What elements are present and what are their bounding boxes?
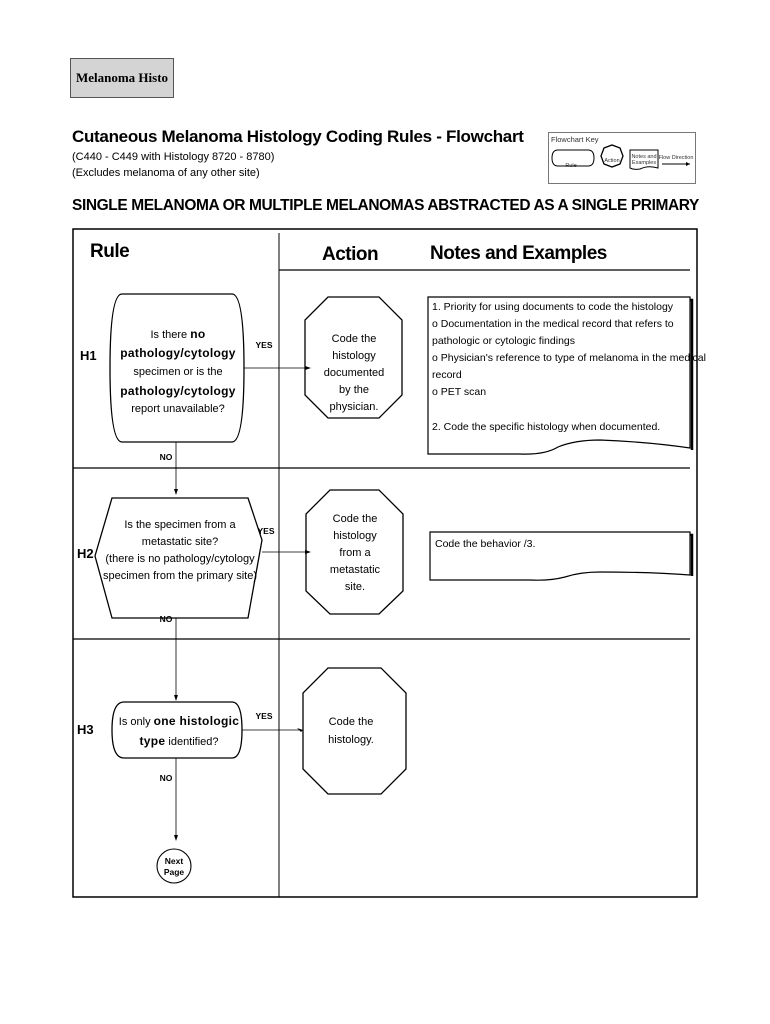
h1-action-line-4: by the (339, 384, 369, 396)
h2-yes-label: YES (257, 526, 275, 536)
h3-action-line-1: Code the (328, 716, 374, 728)
h1-note-line: 2. Code the specific histology when documented. (432, 421, 661, 433)
h1-action-line-3: documented (323, 367, 385, 379)
h3-label: H3 (77, 722, 94, 737)
h2-action-line-5: site. (344, 581, 366, 593)
key-notes-label-2: Examples (631, 160, 657, 166)
h1-note-line: pathologic or cytologic findings (432, 335, 576, 347)
key-flow-label: Flow Direction (658, 155, 694, 161)
h3-question-line-2: type identified? (139, 734, 219, 748)
column-header-action: Action (322, 244, 379, 265)
next-page-label-2[interactable]: Page (163, 867, 185, 877)
h1-action-line-5: physician. (329, 401, 379, 413)
key-action-label: Action (604, 158, 620, 164)
h1-label: H1 (80, 348, 97, 363)
h1-note-line: 1. Priority for using documents to code the histology (432, 301, 674, 313)
key-rule-label: Rule (565, 163, 577, 169)
h3-yes-label: YES (255, 711, 273, 721)
h3-action-shape (303, 668, 406, 794)
h2-action-line-4: metastatic (329, 564, 381, 576)
h1-question-line-5: report unavailable? (131, 403, 225, 415)
h2-action-line-1: Code the (332, 513, 378, 525)
h2-no-label: NO (159, 614, 173, 624)
h1-action-line-1: Code the (331, 333, 377, 345)
next-page-label-1[interactable]: Next (164, 856, 184, 866)
page-title: Cutaneous Melanoma Histology Coding Rules - Flowchart (72, 127, 524, 146)
h1-question-line-3: specimen or is the (133, 366, 223, 378)
section-title: SINGLE MELANOMA OR MULTIPLE MELANOMAS ABSTRACTED AS A SINGLE PRIMARY (72, 197, 699, 214)
h2-action-line-3: from a (339, 547, 371, 559)
key-notes-label-1: Notes and (631, 154, 657, 160)
h1-question-line-1: Is there no (150, 327, 206, 341)
h1-note-line: o Physician's reference to type of melanoma in the medical (432, 352, 706, 364)
h2-note-line: Code the behavior /3. (435, 538, 536, 550)
h1-note-line: o PET scan (432, 386, 487, 398)
h1-question-line-2: pathology/cytology (120, 346, 236, 360)
h3-action-line-2: histology. (328, 734, 374, 746)
page-subtitle-codes: (C440 - C449 with Histology 8720 - 8780) (72, 151, 275, 163)
h2-question-line-2: metastatic site? (141, 536, 219, 548)
h3-question-line-1: Is only one histologic (118, 714, 240, 728)
flowchart-key-title: Flowchart Key (551, 135, 599, 144)
h1-yes-label: YES (255, 340, 273, 350)
h1-action-line-2: histology (332, 350, 376, 362)
page-tag: Melanoma Histo (70, 58, 174, 98)
h2-question-line-1: Is the specimen from a (124, 519, 236, 531)
h3-no-label: NO (159, 773, 173, 783)
column-header-notes: Notes and Examples (430, 243, 607, 264)
h1-question-line-4: pathology/cytology (120, 384, 236, 398)
h1-note-line: o Documentation in the medical record that refers to (432, 318, 674, 330)
h1-no-label: NO (159, 452, 173, 462)
h2-question-line-3: (there is no pathology/cytology (105, 553, 255, 565)
h2-label: H2 (77, 546, 94, 561)
next-page-connector (157, 849, 191, 883)
page-subtitle-exclusion: (Excludes melanoma of any other site) (72, 167, 260, 179)
h2-action-line-2: histology (333, 530, 377, 542)
h1-note-line: record (432, 369, 462, 381)
h2-question-line-4: specimen from the primary site) (102, 570, 258, 582)
column-header-rule: Rule (90, 241, 130, 262)
